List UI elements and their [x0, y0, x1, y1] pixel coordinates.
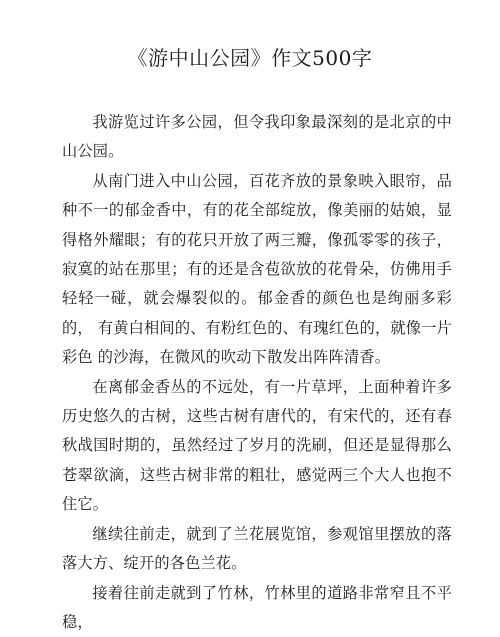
document-title: 《游中山公园》作文500字	[0, 44, 500, 72]
paragraph-orchid-hall: 继续往前走，就到了兰花展览馆，参观馆里摆放的落 落大方、绽开的各色兰花。	[62, 520, 452, 579]
document-body	[62, 108, 452, 637]
paragraph-bamboo-grove: 接着往前走就到了竹林，竹林里的道路非常窄且不平 稳，	[62, 579, 452, 637]
paragraph-tulips: 从南门进入中山公园，百花齐放的景象映入眼帘，品 种不一的郁金香中，有的花全部绽放，像美丽的姑娘，显 得格外耀眼；有的花只开放了两三瓣，像孤零零的孩子， 寂寞的站在那里；有的还是含苞欲放的花骨朵，仿佛用手 轻轻一碰，就会爆裂似的。郁金香的颜色也是绚丽多彩的， 有黄白相间的、有粉红色的、有瑰红色的，就像一片彩色 的沙海，在微风的吹动下散发出阵阵清香。	[62, 167, 452, 373]
paragraph-intro: 我游览过许多公园，但令我印象最深刻的是北京的中 山公园。	[62, 108, 452, 167]
paragraph-ancient-trees: 在离郁金香丛的不远处，有一片草坪，上面种着许多 历史悠久的古树，这些古树有唐代的，有宋代的，还有春 秋战国时期的，虽然经过了岁月的洗刷，但还是显得那么 苍翠欲滴，这些古树非常的粗壮，感觉两三个大人也抱不 住它。	[62, 373, 452, 520]
